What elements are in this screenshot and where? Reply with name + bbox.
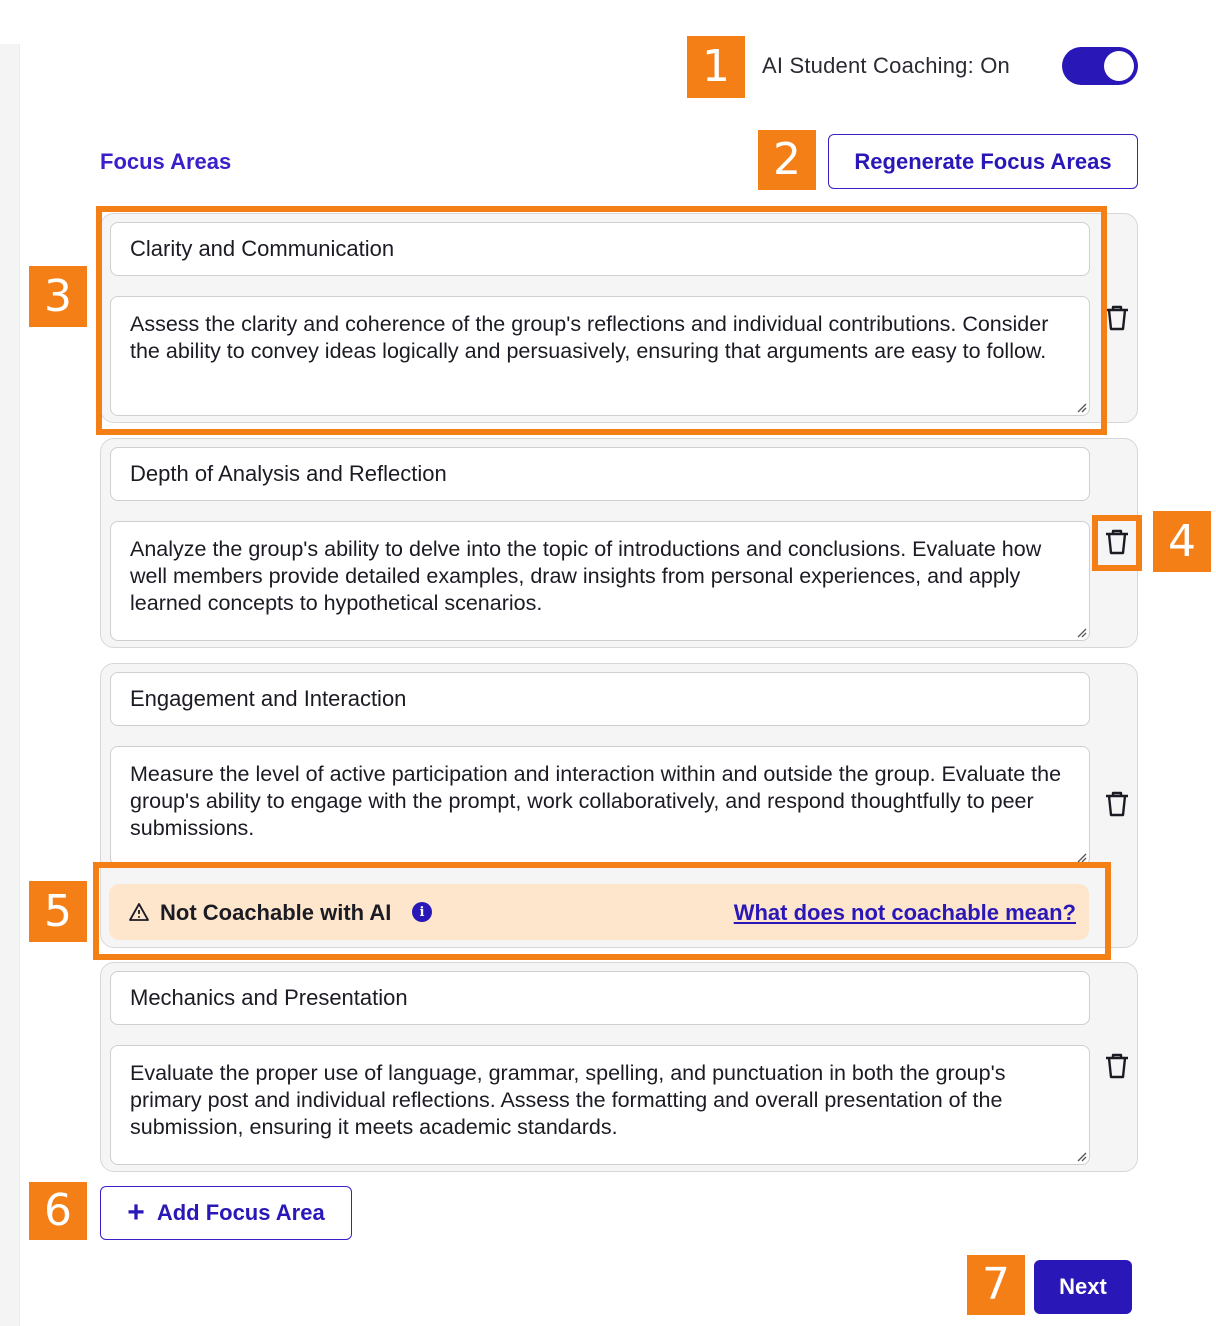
- focus-area-description-text: Measure the level of active participation and interaction within and outside the group. Evaluate the group's ability to engage with the prompt, work collaboratively, and respond thoughtfully to peer submissions.: [130, 762, 1062, 840]
- focus-area-title-input[interactable]: Engagement and Interaction: [110, 672, 1090, 726]
- callout-marker-1: 1: [687, 36, 745, 98]
- add-focus-area-button[interactable]: [100, 1186, 352, 1240]
- plus-icon: +: [127, 1196, 145, 1229]
- focus-area-title-input[interactable]: Mechanics and Presentation: [110, 971, 1090, 1025]
- focus-area-card: [100, 213, 1138, 423]
- focus-area-card: [100, 438, 1138, 648]
- trash-icon[interactable]: [1104, 528, 1130, 556]
- trash-icon[interactable]: [1104, 304, 1130, 332]
- callout-marker-7: 7: [967, 1255, 1025, 1315]
- trash-icon[interactable]: [1104, 1052, 1130, 1080]
- focus-area-description-text: Analyze the group's ability to delve into the topic of introductions and conclusions. Evaluate how well members provide detailed examples, draw insights from personal experiences, and apply learned concepts to hypothetical scenarios.: [130, 537, 1042, 615]
- resize-handle-icon[interactable]: [1073, 849, 1087, 863]
- focus-areas-title: Focus Areas: [100, 149, 232, 174]
- not-coachable-help-link[interactable]: What does not coachable mean?: [733, 900, 1076, 925]
- focus-area-title-input[interactable]: Clarity and Communication: [110, 222, 1090, 276]
- coaching-label: AI Student Coaching: On: [762, 53, 1010, 78]
- callout-marker-4: 4: [1153, 511, 1211, 572]
- focus-area-description-text: Assess the clarity and coherence of the group's reflections and individual contributions. Consider the ability to convey ideas logically and persuasively, ensuring that arguments are easy to follow.: [130, 312, 1049, 363]
- callout-marker-6: 6: [29, 1182, 87, 1240]
- focus-area-card: [100, 962, 1138, 1172]
- focus-area-description-textarea[interactable]: [110, 521, 1090, 641]
- focus-area-description-text: Evaluate the proper use of language, grammar, spelling, and punctuation in both the group's primary post and individual reflections. Assess the formatting and overall presentation of the submission, ensuring it meets academic standards.: [130, 1061, 1006, 1139]
- toggle-knob: [1104, 51, 1134, 81]
- warning-icon: [128, 902, 150, 922]
- coaching-toggle[interactable]: [1062, 47, 1138, 85]
- regenerate-focus-areas-button[interactable]: Regenerate Focus Areas: [828, 134, 1138, 189]
- add-focus-area-label: Add Focus Area: [156, 1200, 325, 1225]
- not-coachable-banner: [109, 884, 1089, 940]
- resize-handle-icon[interactable]: [1073, 399, 1087, 413]
- callout-marker-3: 3: [29, 266, 87, 327]
- focus-area-title-input[interactable]: Depth of Analysis and Reflection: [110, 447, 1090, 501]
- resize-handle-icon[interactable]: [1073, 1148, 1087, 1162]
- focus-area-description-textarea[interactable]: [110, 296, 1090, 416]
- focus-area-description-textarea[interactable]: [110, 746, 1090, 866]
- info-icon[interactable]: i: [412, 902, 432, 922]
- left-rail: [0, 44, 20, 1326]
- callout-marker-2: 2: [758, 130, 816, 190]
- callout-marker-5: 5: [29, 881, 87, 942]
- resize-handle-icon[interactable]: [1073, 624, 1087, 638]
- not-coachable-label: Not Coachable with AI: [160, 900, 392, 925]
- next-button[interactable]: Next: [1034, 1260, 1132, 1314]
- focus-area-description-textarea[interactable]: [110, 1045, 1090, 1165]
- trash-icon[interactable]: [1104, 790, 1130, 818]
